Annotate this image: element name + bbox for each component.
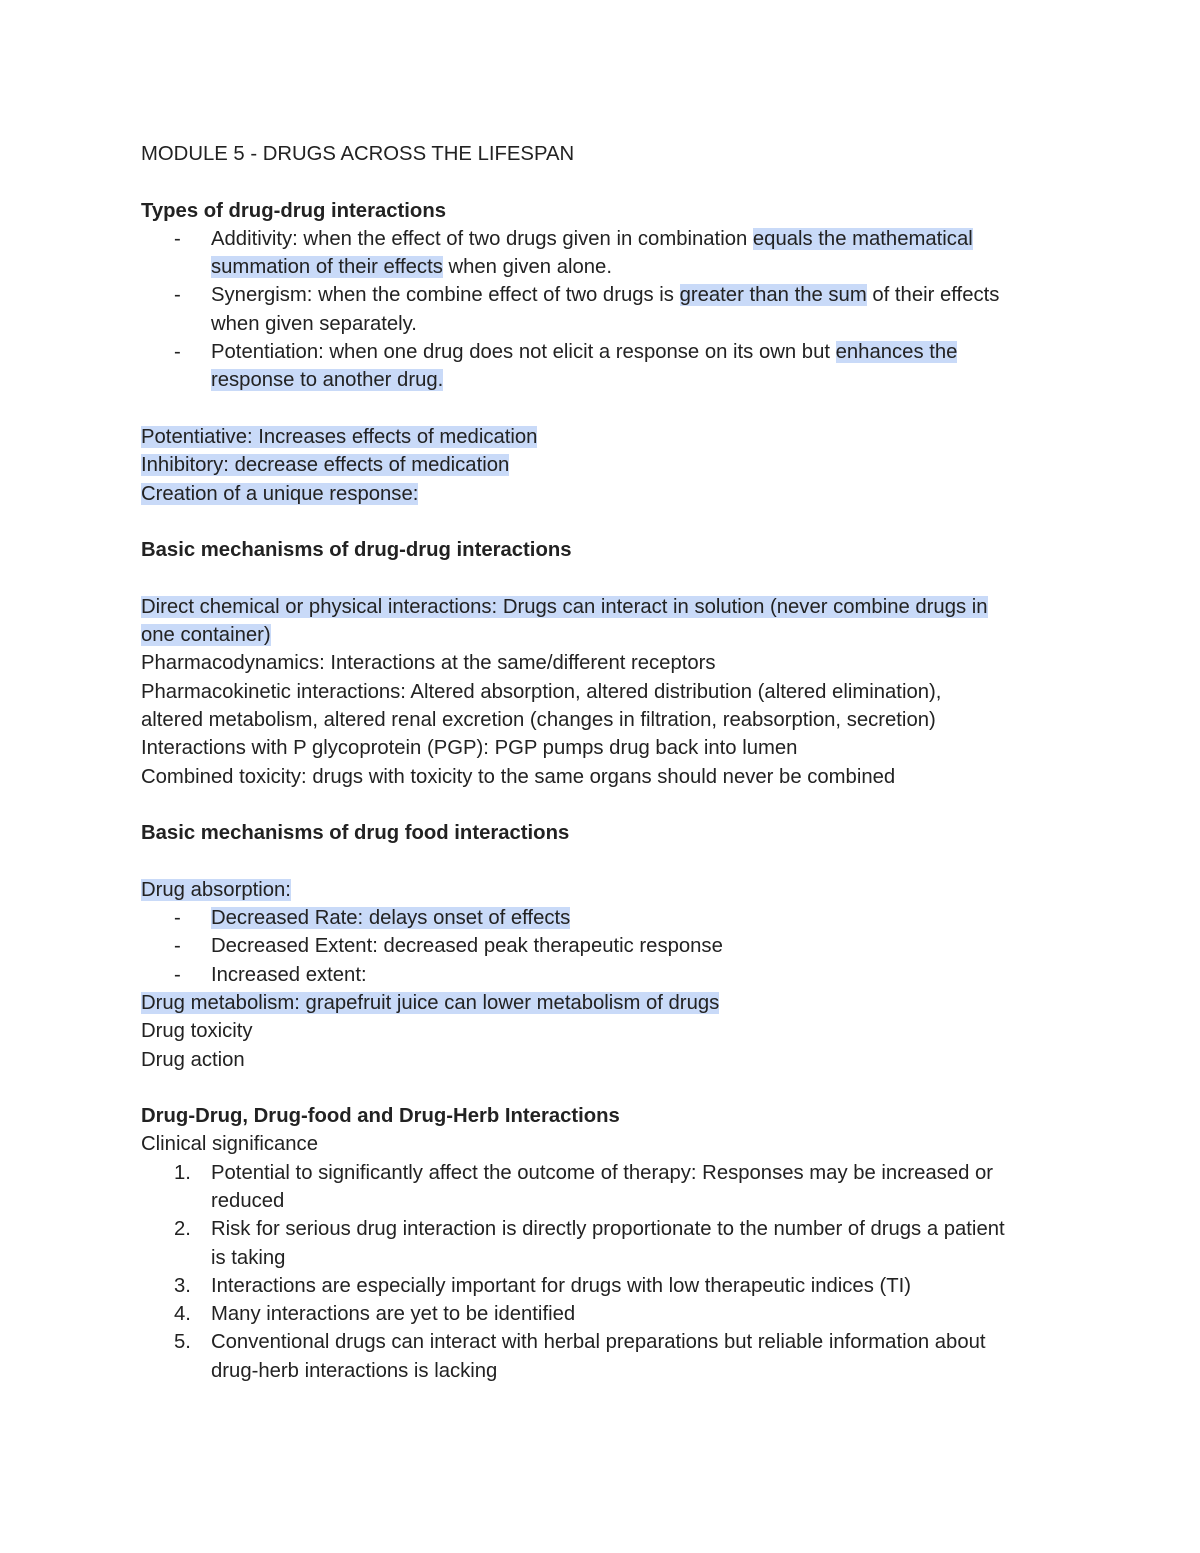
numbered-item: 4. Many interactions are yet to be identified bbox=[174, 1303, 576, 1326]
highlighted-line: Creation of a unique response: bbox=[141, 482, 419, 505]
document-title: MODULE 5 - DRUGS ACROSS THE LIFESPAN bbox=[141, 143, 575, 165]
text-line: Interactions with P glycoprotein (PGP): PGP pumps drug back into lumen bbox=[141, 737, 798, 760]
text-line: Drug action bbox=[141, 1048, 245, 1071]
text-line: Pharmacodynamics: Interactions at the same/different receptors bbox=[141, 652, 716, 675]
bullet-dash: - bbox=[174, 341, 181, 364]
text-line: Pharmacokinetic interactions: Altered absorption, altered distribution (altered elimination), bbox=[141, 680, 942, 703]
list-item: - Decreased Rate: delays onset of effects bbox=[141, 904, 1071, 932]
text-line: Combined toxicity: drugs with toxicity to the same organs should never be combined bbox=[141, 765, 896, 788]
numbered-item: 2. Risk for serious drug interaction is directly proportionate to the number of drugs a patient is taking bbox=[174, 1218, 1005, 1269]
list-item: - Increased extent: bbox=[141, 961, 1071, 989]
bullet-dash: - bbox=[174, 907, 181, 930]
subheading-clinical-significance: Clinical significance bbox=[141, 1133, 318, 1156]
bullet-dash: - bbox=[174, 227, 181, 250]
list-item: - Additivity: when the effect of two drugs given in combination equals the mathematical summation of their effects when given alone. bbox=[141, 225, 1071, 282]
highlighted-line: Drug metabolism: grapefruit juice can lower metabolism of drugs bbox=[141, 991, 720, 1014]
section-heading-types: Types of drug-drug interactions bbox=[141, 199, 446, 222]
highlighted-line: Direct chemical or physical interactions: Drugs can interact in solution (never combine drugs in bbox=[141, 595, 988, 618]
section-heading-interactions: Drug-Drug, Drug-food and Drug-Herb Interactions bbox=[141, 1105, 620, 1128]
section-heading-drug-food: Basic mechanisms of drug food interactions bbox=[141, 822, 570, 845]
bullet-dash: - bbox=[174, 963, 181, 986]
text-line: Drug toxicity bbox=[141, 1020, 253, 1043]
numbered-item: 1. Potential to significantly affect the outcome of therapy: Responses may be increased or reduced bbox=[174, 1161, 994, 1212]
text-line: altered metabolism, altered renal excretion (changes in filtration, reabsorption, secretion) bbox=[141, 708, 936, 731]
document-body bbox=[141, 140, 1071, 1385]
numbered-item: 5. Conventional drugs can interact with herbal preparations but reliable information about drug-herb interactions is lacking bbox=[174, 1331, 986, 1382]
highlighted-line: Drug absorption: bbox=[141, 878, 291, 901]
list-item: - Synergism: when the combine effect of two drugs is greater than the sum of their effects when given separately. bbox=[141, 281, 1071, 338]
section-heading-drug-drug: Basic mechanisms of drug-drug interactions bbox=[141, 539, 572, 562]
highlighted-line: Potentiative: Increases effects of medication bbox=[141, 425, 538, 448]
list-item: - Potentiation: when one drug does not elicit a response on its own but enhances the response to another drug. bbox=[141, 338, 1071, 395]
list-item: - Decreased Extent: decreased peak therapeutic response bbox=[141, 932, 1071, 960]
numbered-item: 3. Interactions are especially important for drugs with low therapeutic indices (TI) bbox=[174, 1274, 912, 1297]
highlighted-line: one container) bbox=[141, 624, 271, 647]
highlighted-line: Inhibitory: decrease effects of medication bbox=[141, 454, 510, 477]
bullet-dash: - bbox=[174, 935, 181, 958]
bullet-dash: - bbox=[174, 284, 181, 307]
